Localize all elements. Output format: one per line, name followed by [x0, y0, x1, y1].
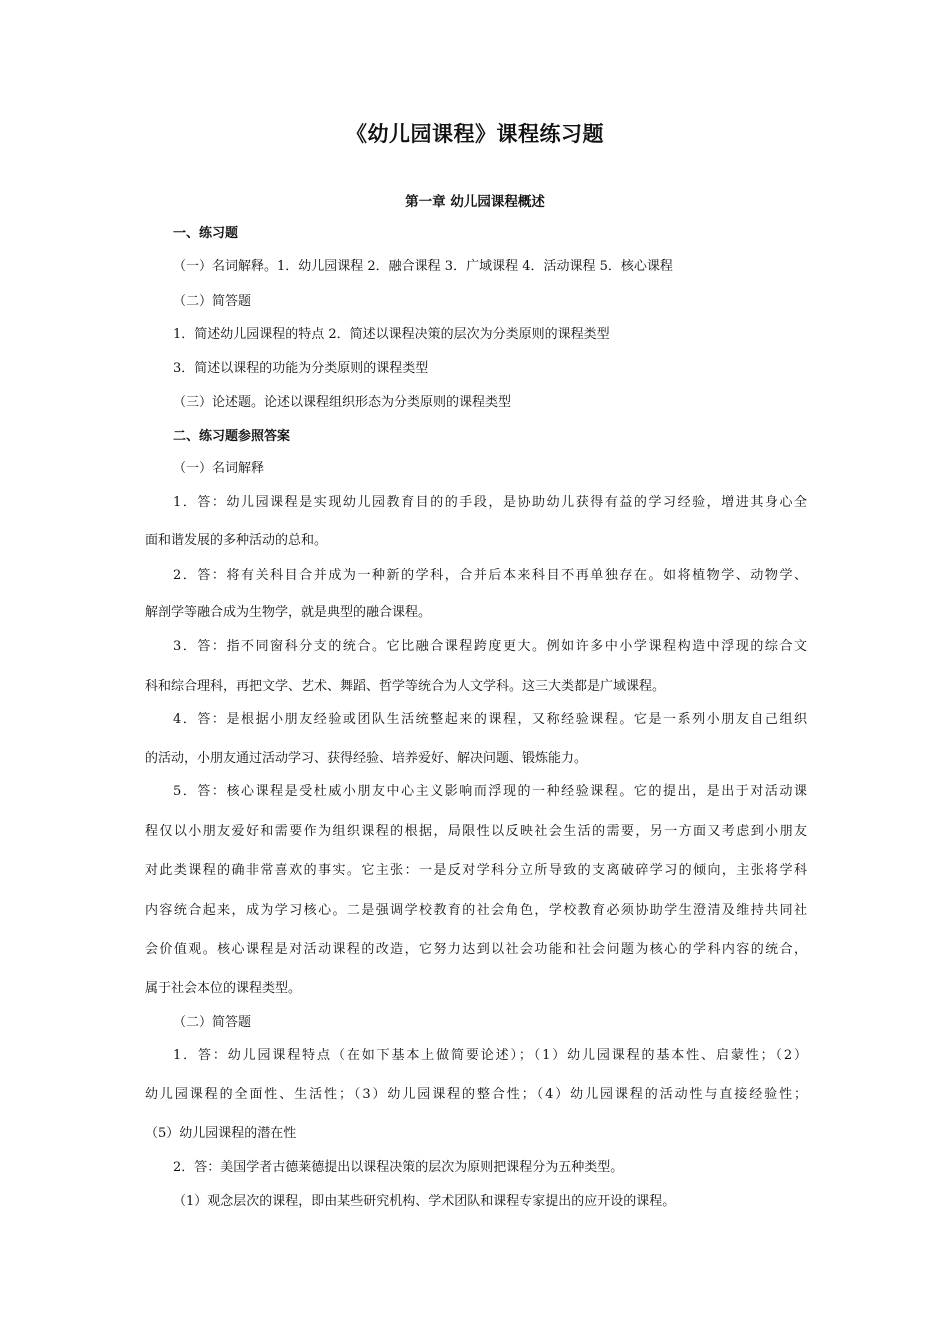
short-answer-heading: （二）简答题	[173, 294, 252, 309]
answer-2-line-1: 2．答：将有关科目合并成为一种新的学科，合并后本来科目不再单独存在。如将植物学、动物学、	[173, 568, 807, 583]
answer-1-line-1: 1．答：幼儿园课程是实现幼儿园教育目的的手段，是协助幼儿获得有益的学习经验，增进其身心全	[173, 495, 807, 510]
short-answer-line-2: 3．简述以课程的功能为分类原则的课程类型	[173, 361, 429, 376]
section-heading-exercises: 一、练习题	[173, 226, 239, 241]
answer-3-line-2: 科和综合理科，再把文学、艺术、舞蹈、哲学等统合为人文学科。这三大类都是广域课程。	[145, 679, 666, 694]
short-answer-1-line-3: （5）幼儿园课程的潜在性	[145, 1126, 297, 1141]
short-answer-2-line-2: （1）观念层次的课程，即由某些研究机构、学术团队和课程专家提出的应开设的课程。	[173, 1194, 676, 1209]
answers-terms-heading: （一）名词解释	[173, 461, 265, 476]
answer-4-line-2: 的活动，小朋友通过活动学习、获得经验、培养爱好、解决问题、锻炼能力。	[145, 751, 588, 766]
chapter-heading: 第一章 幼儿园课程概述	[405, 194, 545, 210]
answers-short-heading: （二）简答题	[173, 1015, 252, 1030]
answer-5-line-6: 属于社会本位的课程类型。	[145, 981, 302, 996]
section-heading-answers: 二、练习题参照答案	[173, 429, 291, 444]
short-answer-1-line-2: 幼儿园课程的全面性、生活性；（3）幼儿园课程的整合性；（4）幼儿园课程的活动性与直接经验性；	[145, 1087, 807, 1102]
question-terms: （一）名词解释。1．幼儿园课程 2．融合课程 3．广域课程 4．活动课程 5．核心课程	[173, 259, 673, 274]
answer-5-line-5: 会价值观。核心课程是对活动课程的改造，它努力达到以社会功能和社会问题为核心的学科内容的统合，	[145, 942, 807, 957]
answer-5-line-2: 程仅以小朋友爱好和需要作为组织课程的根据，局限性以反映社会生活的需要，另一方面又考虑到小朋友	[145, 824, 807, 839]
answer-3-line-1: 3．答：指不同窗科分支的统合。它比融合课程跨度更大。例如许多中小学课程构造中浮现的综合文	[173, 639, 807, 654]
short-answer-line-1: 1．简述幼儿园课程的特点 2．简述以课程决策的层次为分类原则的课程类型	[173, 327, 610, 342]
answer-5-line-1: 5．答：核心课程是受杜威小朋友中心主义影响而浮现的一种经验课程。它的提出，是出于对活动课	[173, 784, 807, 799]
short-answer-2-line-1: 2．答：美国学者古德莱德提出以课程决策的层次为原则把课程分为五种类型。	[173, 1160, 624, 1175]
answer-2-line-2: 解剖学等融合成为生物学，就是典型的融合课程。	[145, 605, 432, 620]
answer-5-line-3: 对此类课程的确非常喜欢的事实。它主张：一是反对学科分立所导致的支离破碎学习的倾向，主张将学科	[145, 863, 807, 878]
document-title: 《幼儿园课程》课程练习题	[346, 122, 604, 146]
essay-question: （三）论述题。论述以课程组织形态为分类原则的课程类型	[173, 395, 512, 410]
answer-4-line-1: 4．答：是根据小朋友经验或团队生活统整起来的课程，又称经验课程。它是一系列小朋友自己组织	[173, 712, 807, 727]
answer-5-line-4: 内容统合起来，成为学习核心。二是强调学校教育的社会角色，学校教育必须协助学生澄清及维持共同社	[145, 903, 807, 918]
answer-1-line-2: 面和谐发展的多种活动的总和。	[145, 533, 328, 548]
short-answer-1-line-1: 1．答：幼儿园课程特点（在如下基本上做简要论述）；（1）幼儿园课程的基本性、启蒙性；（2）	[173, 1048, 807, 1063]
